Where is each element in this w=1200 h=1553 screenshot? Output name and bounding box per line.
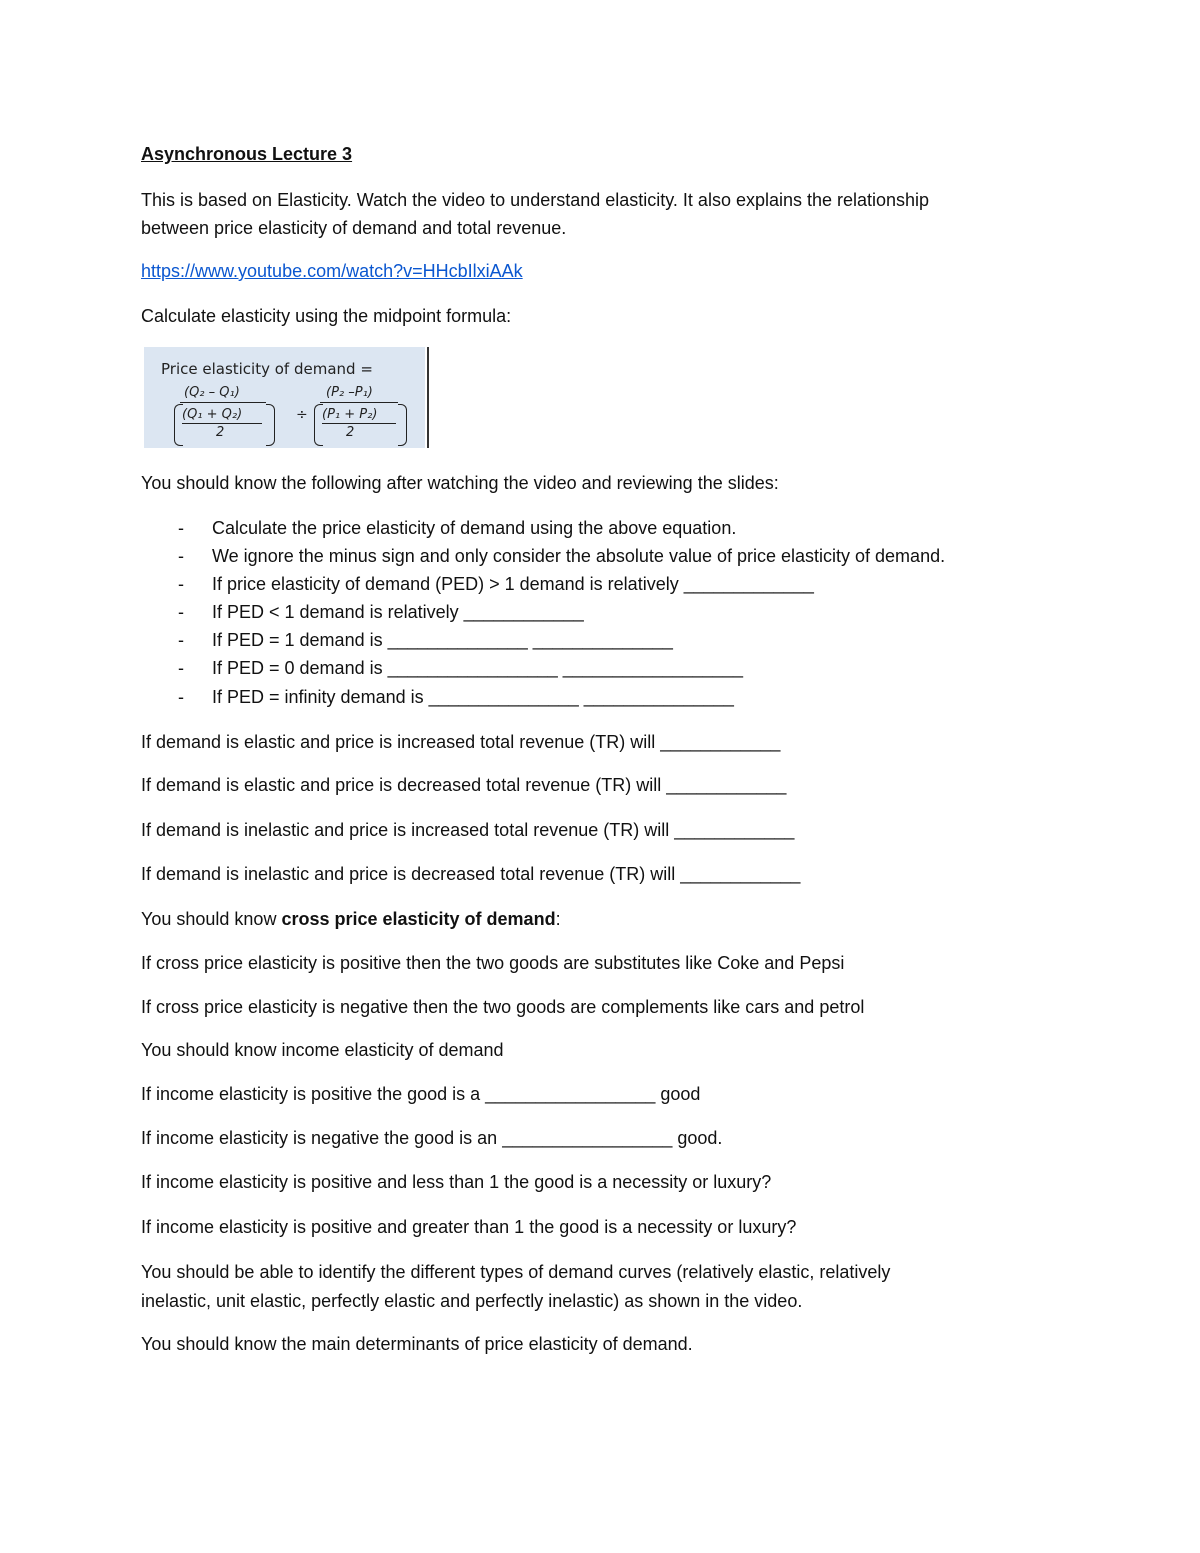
formula-p-denominator-top: (P₁ + P₂) bbox=[322, 407, 378, 422]
formula-intro: Calculate elasticity using the midpoint formula: bbox=[141, 306, 512, 326]
cross-intro-suffix: : bbox=[555, 909, 561, 929]
document-title: Asynchronous Lecture 3 bbox=[141, 144, 353, 164]
income-line: If income elasticity is positive the good is a _________________ good bbox=[141, 1084, 701, 1104]
formula-q-denominator-bottom: 2 bbox=[216, 425, 225, 440]
cross-line: If cross price elasticity is negative then the two goods are complements like cars and petrol bbox=[141, 997, 865, 1017]
formula-vertical-rule bbox=[427, 347, 429, 448]
cross-intro-bold: cross price elasticity of demand bbox=[281, 909, 556, 929]
income-line: If income elasticity is positive and less than 1 the good is a necessity or luxury? bbox=[141, 1172, 772, 1192]
intro-line-1: This is based on Elasticity. Watch the video to understand elasticity. It also explains the relationship bbox=[141, 190, 930, 210]
list-item-text: We ignore the minus sign and only consider the absolute value of price elasticity of demand. bbox=[212, 546, 946, 566]
tr-question: If demand is elastic and price is decreased total revenue (TR) will ____________ bbox=[141, 775, 787, 795]
curves-line-2: inelastic, unit elastic, perfectly elastic and perfectly inelastic) as shown in the video. bbox=[141, 1291, 803, 1311]
list-item-text: If PED < 1 demand is relatively ____________ bbox=[212, 602, 584, 622]
midpoint-formula bbox=[144, 347, 425, 448]
tr-question: If demand is inelastic and price is decreased total revenue (TR) will ____________ bbox=[141, 864, 801, 884]
tr-question: If demand is elastic and price is increased total revenue (TR) will ____________ bbox=[141, 732, 781, 752]
list-item-text: Calculate the price elasticity of demand using the above equation. bbox=[212, 518, 737, 538]
formula-q-inner-bar bbox=[182, 423, 262, 424]
formula-divide-sign: ÷ bbox=[296, 407, 308, 423]
bullet-dash: - bbox=[178, 546, 184, 566]
cross-line: If cross price elasticity is positive then the two goods are substitutes like Coke and Pepsi bbox=[141, 953, 845, 973]
list-item-text: If PED = 1 demand is ______________ ______________ bbox=[212, 630, 673, 650]
determinants-line: You should know the main determinants of price elasticity of demand. bbox=[141, 1334, 693, 1354]
list-item-text: If PED = 0 demand is _________________ __________________ bbox=[212, 658, 743, 678]
bullet-dash: - bbox=[178, 687, 184, 707]
bullet-dash: - bbox=[178, 518, 184, 538]
formula-label: Price elasticity of demand = bbox=[161, 360, 373, 378]
video-link[interactable]: https://www.youtube.com/watch?v=HHcbIlxiAAk bbox=[141, 261, 523, 281]
intro-line-2: between price elasticity of demand and total revenue. bbox=[141, 218, 567, 238]
bullet-dash: - bbox=[178, 630, 184, 650]
formula-p-numerator: (P₂ –P₁) bbox=[326, 385, 373, 400]
list-item-text: If price elasticity of demand (PED) > 1 demand is relatively _____________ bbox=[212, 574, 814, 594]
formula-p-inner-bar bbox=[322, 423, 396, 424]
cross-intro-prefix: You should know bbox=[141, 909, 282, 929]
formula-q-numerator: (Q₂ – Q₁) bbox=[184, 385, 240, 400]
tr-question: If demand is inelastic and price is increased total revenue (TR) will ____________ bbox=[141, 820, 795, 840]
income-intro: You should know income elasticity of demand bbox=[141, 1040, 504, 1060]
bullet-dash: - bbox=[178, 658, 184, 678]
formula-q-denominator-top: (Q₁ + Q₂) bbox=[182, 407, 243, 422]
bullet-dash: - bbox=[178, 574, 184, 594]
list-item-text: If PED = infinity demand is _______________ _______________ bbox=[212, 687, 734, 707]
cross-intro bbox=[141, 905, 561, 933]
income-line: If income elasticity is positive and greater than 1 the good is a necessity or luxury? bbox=[141, 1217, 797, 1237]
formula-q-paren-right bbox=[266, 404, 275, 446]
formula-p-bar bbox=[320, 402, 398, 403]
formula-p-denominator-bottom: 2 bbox=[346, 425, 355, 440]
formula-p-paren-right bbox=[398, 404, 407, 446]
know-intro: You should know the following after watching the video and reviewing the slides: bbox=[141, 473, 779, 493]
bullet-dash: - bbox=[178, 602, 184, 622]
formula-q-bar bbox=[180, 402, 266, 403]
income-line: If income elasticity is negative the good is an _________________ good. bbox=[141, 1128, 723, 1148]
curves-line-1: You should be able to identify the different types of demand curves (relatively elastic, relatively bbox=[141, 1262, 891, 1282]
